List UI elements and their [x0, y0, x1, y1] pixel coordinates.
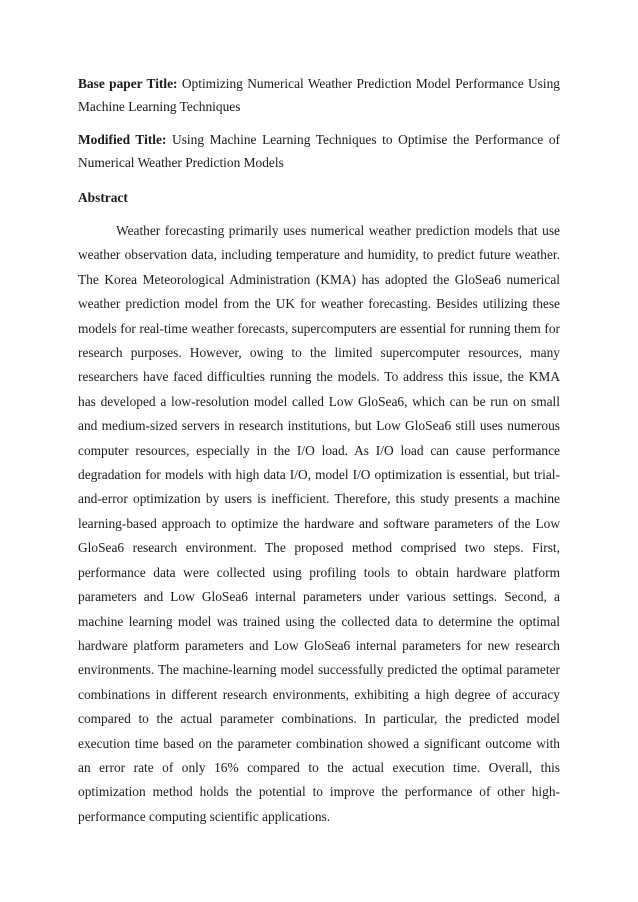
modified-title — [78, 128, 560, 174]
abstract-body: Weather forecasting primarily uses numerical weather prediction models that use weather observation data, including temperature and humidity, to predict future weather. The Korea Meteorological Administration (KMA) has adopted the GloSea6 numerical weather prediction model from the UK for weather forecasting. Besides utilizing these models for real-time weather forecasts, supercomputers are essential for running them for research purposes. However, owing to the limited supercomputer resources, many researchers have faced difficulties running the models. To address this issue, the KMA has developed a low-resolution model called Low GloSea6, which can be run on small and medium-sized servers in research institutions, but Low GloSea6 still uses numerous computer resources, especially in the I/O load. As I/O load can cause performance degradation for models with high data I/O, model I/O optimization is essential, but trial-and-error optimization by users is inefficient. Therefore, this study presents a machine learning-based approach to optimize the hardware and software parameters of the Low GloSea6 research environment. The proposed method comprised two steps. First, performance data were collected using profiling tools to obtain hardware platform parameters and Low GloSea6 internal parameters under various settings. Second, a machine learning model was trained using the collected data to determine the optimal hardware platform parameters and Low GloSea6 internal parameters for new research environments. The machine-learning model successfully predicted the optimal parameter combinations in different research environments, exhibiting a high degree of accuracy compared to the actual parameter combinations. In particular, the predicted model execution time based on the parameter combination showed a significant outcome with an error rate of only 16% compared to the actual execution time. Overall, this optimization method holds the potential to improve the performance of other high-performance computing scientific applications. — [78, 223, 560, 824]
modified-title-text: Using Machine Learning Techniques to Optimise the Performance of Numerical Weather Prediction Models — [78, 132, 561, 170]
base-paper-title — [78, 72, 560, 118]
base-paper-title-label: Base paper Title: — [78, 76, 178, 91]
abstract-heading: Abstract — [78, 190, 128, 205]
base-paper-title-text: Optimizing Numerical Weather Prediction Model Performance Using Machine Learning Techniques — [78, 76, 560, 114]
modified-title-label: Modified Title: — [78, 132, 167, 147]
